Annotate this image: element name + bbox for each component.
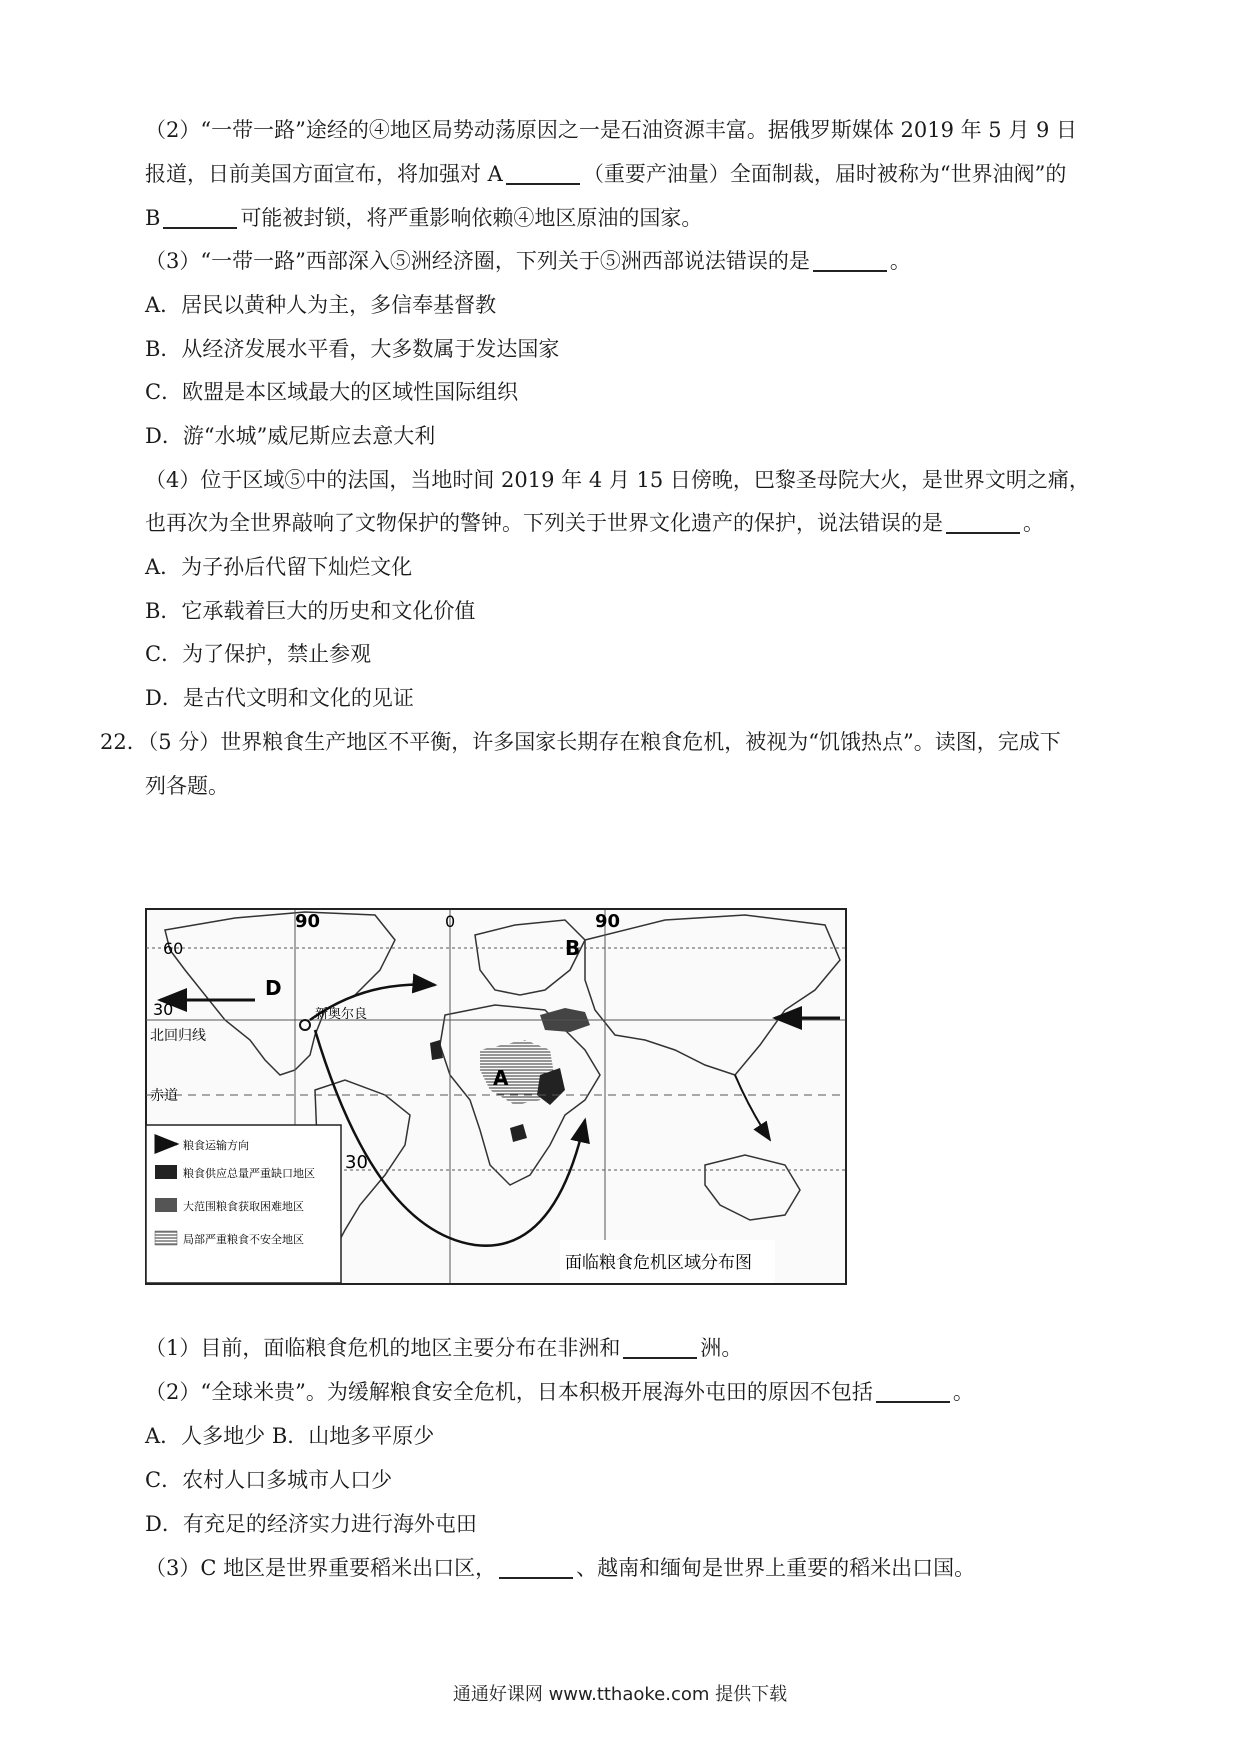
answer-blank[interactable] (623, 1335, 697, 1359)
text: A．为子孙后代留下灿烂文化 (145, 555, 413, 579)
q21-part4-line2 (145, 508, 1044, 538)
text: B (145, 206, 161, 230)
q21-part4-option-c (145, 639, 371, 669)
text: （3）C 地区是世界重要稻米出口区， (145, 1556, 497, 1580)
text: B．从经济发展水平看，大多数属于发达国家 (145, 337, 560, 361)
q21-part4-line1 (145, 465, 1090, 495)
text: A．人多地少 B．山地多平原少 (145, 1424, 435, 1448)
q21-part4-option-d (145, 683, 414, 713)
q22-part3 (145, 1553, 975, 1583)
text: （2）“全球米贵”。为缓解粮食安全危机，日本积极开展海外屯田的原因不包括 (145, 1380, 873, 1404)
text: 。 (1023, 511, 1044, 535)
region-d-label: D (265, 976, 282, 1000)
text: C．欧盟是本区域最大的区域性国际组织 (145, 380, 519, 404)
legend-widespread-swatch (155, 1198, 177, 1212)
q22-part2-option-c (145, 1465, 392, 1495)
answer-blank[interactable] (499, 1555, 573, 1579)
page-footer: 通通好课网 www.tthaoke.com 提供下载 (452, 1684, 788, 1705)
q22-part1 (145, 1333, 742, 1363)
legend-local-swatch (155, 1231, 177, 1245)
text: （重要产油量）全面制裁，届时被称为“世界油阀”的 (582, 162, 1067, 186)
text: 列各题。 (145, 774, 229, 798)
text: 也再次为全世界敲响了文物保护的警钟。下列关于世界文化遗产的保护，说法错误的是 (145, 511, 943, 535)
lon-90e-label: 90 (595, 911, 621, 932)
q21-part2-line2 (145, 159, 1066, 189)
q22-stem-line2 (145, 771, 229, 801)
q21-part3-option-c (145, 377, 518, 407)
lat-60-label: 60 (163, 939, 184, 958)
text: A．居民以黄种人为主，多信奉基督教 (145, 293, 497, 317)
text: C．农村人口多城市人口少 (145, 1468, 393, 1492)
q21-part3-option-a (145, 290, 496, 320)
lat-30-label: 30 (153, 1000, 174, 1019)
text: 、越南和缅甸是世界上重要的稻米出口国。 (576, 1556, 976, 1580)
q21-part3-option-d (145, 421, 435, 451)
q22-part2-option-d (145, 1509, 477, 1539)
text: 可能被封锁，将严重影响依赖④地区原油的国家。 (240, 206, 703, 230)
q21-part4-option-b (145, 596, 475, 626)
answer-blank[interactable] (946, 510, 1020, 534)
map-caption: 面临粮食危机区域分布图 (565, 1253, 752, 1273)
region-b-label: B (565, 936, 581, 960)
text: D．有充足的经济实力进行海外屯田 (145, 1512, 477, 1536)
legend-item-severe: 粮食供应总量严重缺口地区 (183, 1167, 315, 1180)
text: 。 (889, 249, 911, 273)
text: D．是古代文明和文化的见证 (145, 686, 414, 710)
q21-part2-line1 (145, 115, 1077, 145)
q22-part2-options-ab (145, 1421, 434, 1451)
legend-item-widespread: 大范围粮食获取困难地区 (183, 1200, 304, 1213)
region-a-label: A (493, 1066, 509, 1090)
answer-blank[interactable] (876, 1379, 950, 1403)
lon-0-label: 0 (445, 912, 456, 931)
text: 22．（5 分）世界粮食生产地区不平衡，许多国家长期存在粮食危机，被视为“饥饿热点”。读图，完成下 (100, 730, 1061, 754)
text: D．游“水城”威尼斯应去意大利 (145, 424, 436, 448)
text: C．为了保护，禁止参观 (145, 642, 372, 666)
text: B．它承载着巨大的历史和文化价值 (145, 599, 476, 623)
q21-part2-line3 (145, 203, 702, 233)
text: （2）“一带一路”途经的④地区局势动荡原因之一是石油资源丰富。据俄罗斯媒体 2019 年 5 月 9 日 (145, 118, 1078, 142)
lat-30s-label: 30 (345, 1152, 368, 1173)
tropic-label: 北回归线 (150, 1028, 206, 1044)
text: 报道，日前美国方面宣布，将加强对 A (145, 162, 503, 186)
text: 。 (952, 1380, 974, 1404)
text: 洲。 (700, 1336, 743, 1360)
map-legend (146, 1125, 341, 1283)
q21-part3-option-b (145, 334, 559, 364)
legend-item-transport: 粮食运输方向 (183, 1139, 249, 1152)
q21-part3-stem (145, 246, 911, 276)
legend-severe-swatch (155, 1165, 177, 1179)
answer-blank[interactable] (813, 248, 887, 272)
q22-stem-line1 (100, 727, 1061, 757)
text: （1）目前，面临粮食危机的地区主要分布在非洲和 (145, 1336, 621, 1360)
lon-90w-label: 90 (295, 911, 321, 932)
food-crisis-map (145, 900, 875, 1310)
text: （3）“一带一路”西部深入⑤洲经济圈，下列关于⑤洲西部说法错误的是 (145, 249, 810, 273)
new-orleans-label: 新奥尔良 (315, 1007, 368, 1022)
text: （4）位于区域⑤中的法国，当地时间 2019 年 4 月 15 日傍晚，巴黎圣母院大火，是世界文明之痛， (145, 468, 1090, 492)
q22-part2-stem (145, 1377, 974, 1407)
equator-label: 赤道 (150, 1088, 178, 1104)
q21-part4-option-a (145, 552, 412, 582)
answer-blank[interactable] (163, 205, 237, 229)
legend-item-local: 局部严重粮食不安全地区 (183, 1233, 304, 1246)
answer-blank[interactable] (506, 161, 580, 185)
